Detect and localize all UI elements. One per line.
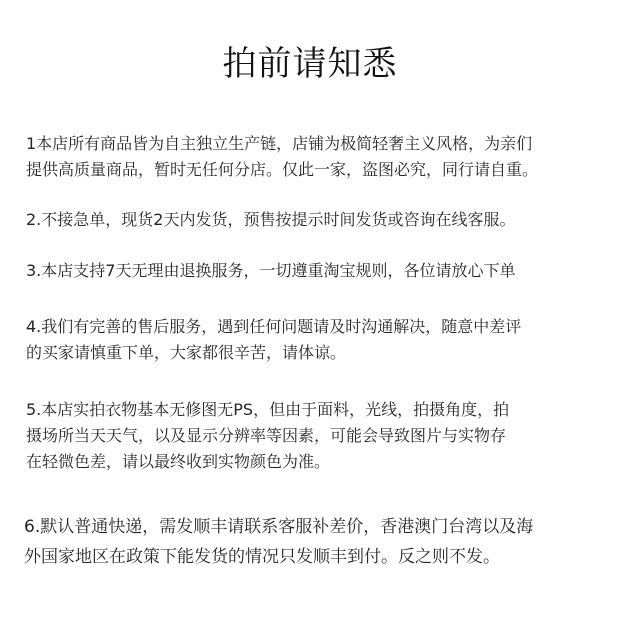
notice-line: 提供高质量商品，暂时无任何分店。仅此一家，盗图必究，同行请自重。: [26, 160, 539, 179]
notice-line: 1本店所有商品皆为自主独立生产链，店铺为极简轻奢主义风格，为亲们: [26, 134, 533, 153]
notice-line: 外国家地区在政策下能发货的情况只发顺丰到付。反之则不发。: [24, 547, 500, 567]
notice-line: 6.默认普通快递，需发顺丰请联系客服补差价，香港澳门台湾以及海: [24, 517, 534, 537]
notice-line: 3.本店支持7天无理由退换服务，一切遵重淘宝规则，各位请放心下单: [26, 261, 516, 280]
notice-line: 摄场所当天天气，以及显示分辨率等因素，可能会导致图片与实物存: [26, 426, 507, 445]
notice-line: 2.不接急单，现货2天内发货，预售按提示时间发货或咨询在线客服。: [26, 210, 516, 229]
notice-item-1: [26, 131, 606, 183]
notice-line: 的买家请慎重下单，大家都很辛苦，请体谅。: [26, 343, 347, 362]
notice-item-5: [26, 397, 606, 475]
notice-line: 4.我们有完善的售后服务，遇到任何问题请及时沟通解决，随意中差评: [26, 317, 522, 336]
notice-item-2: [26, 207, 606, 233]
page-title: 拍前请知悉: [222, 43, 398, 84]
notice-line: 5.本店实拍衣物基本无修图无PS，但由于面料，光线，拍摄角度，拍: [26, 400, 510, 419]
notice-line: 在轻微色差，请以最终收到实物颜色为准。: [26, 452, 331, 471]
notice-item-6: [24, 512, 604, 572]
notice-item-3: [26, 258, 606, 284]
notice-item-4: [26, 314, 606, 366]
